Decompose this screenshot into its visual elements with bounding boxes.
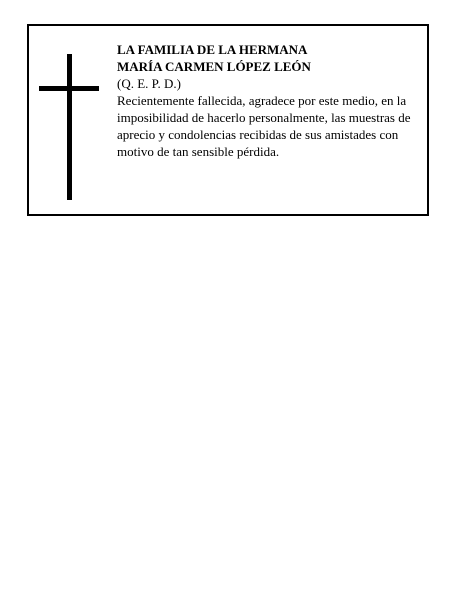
heading-family: LA FAMILIA DE LA HERMANA bbox=[117, 42, 308, 57]
cross-icon bbox=[39, 54, 99, 200]
obituary-notice bbox=[27, 24, 429, 216]
cross-horizontal-bar bbox=[39, 86, 99, 91]
notice-body: Recientemente fallecida, agradece por este medio, en la imposibilidad de hacerlo personalmente, las muestras de aprecio y condolencias recibidas de sus amistades con motivo de tan sensible pérdida. bbox=[117, 93, 411, 159]
notice-text bbox=[117, 41, 423, 160]
cross-vertical-bar bbox=[67, 54, 72, 200]
heading-deceased-name: MARÍA CARMEN LÓPEZ LEÓN bbox=[117, 59, 311, 74]
qepd-line: (Q. E. P. D.) bbox=[117, 76, 181, 91]
